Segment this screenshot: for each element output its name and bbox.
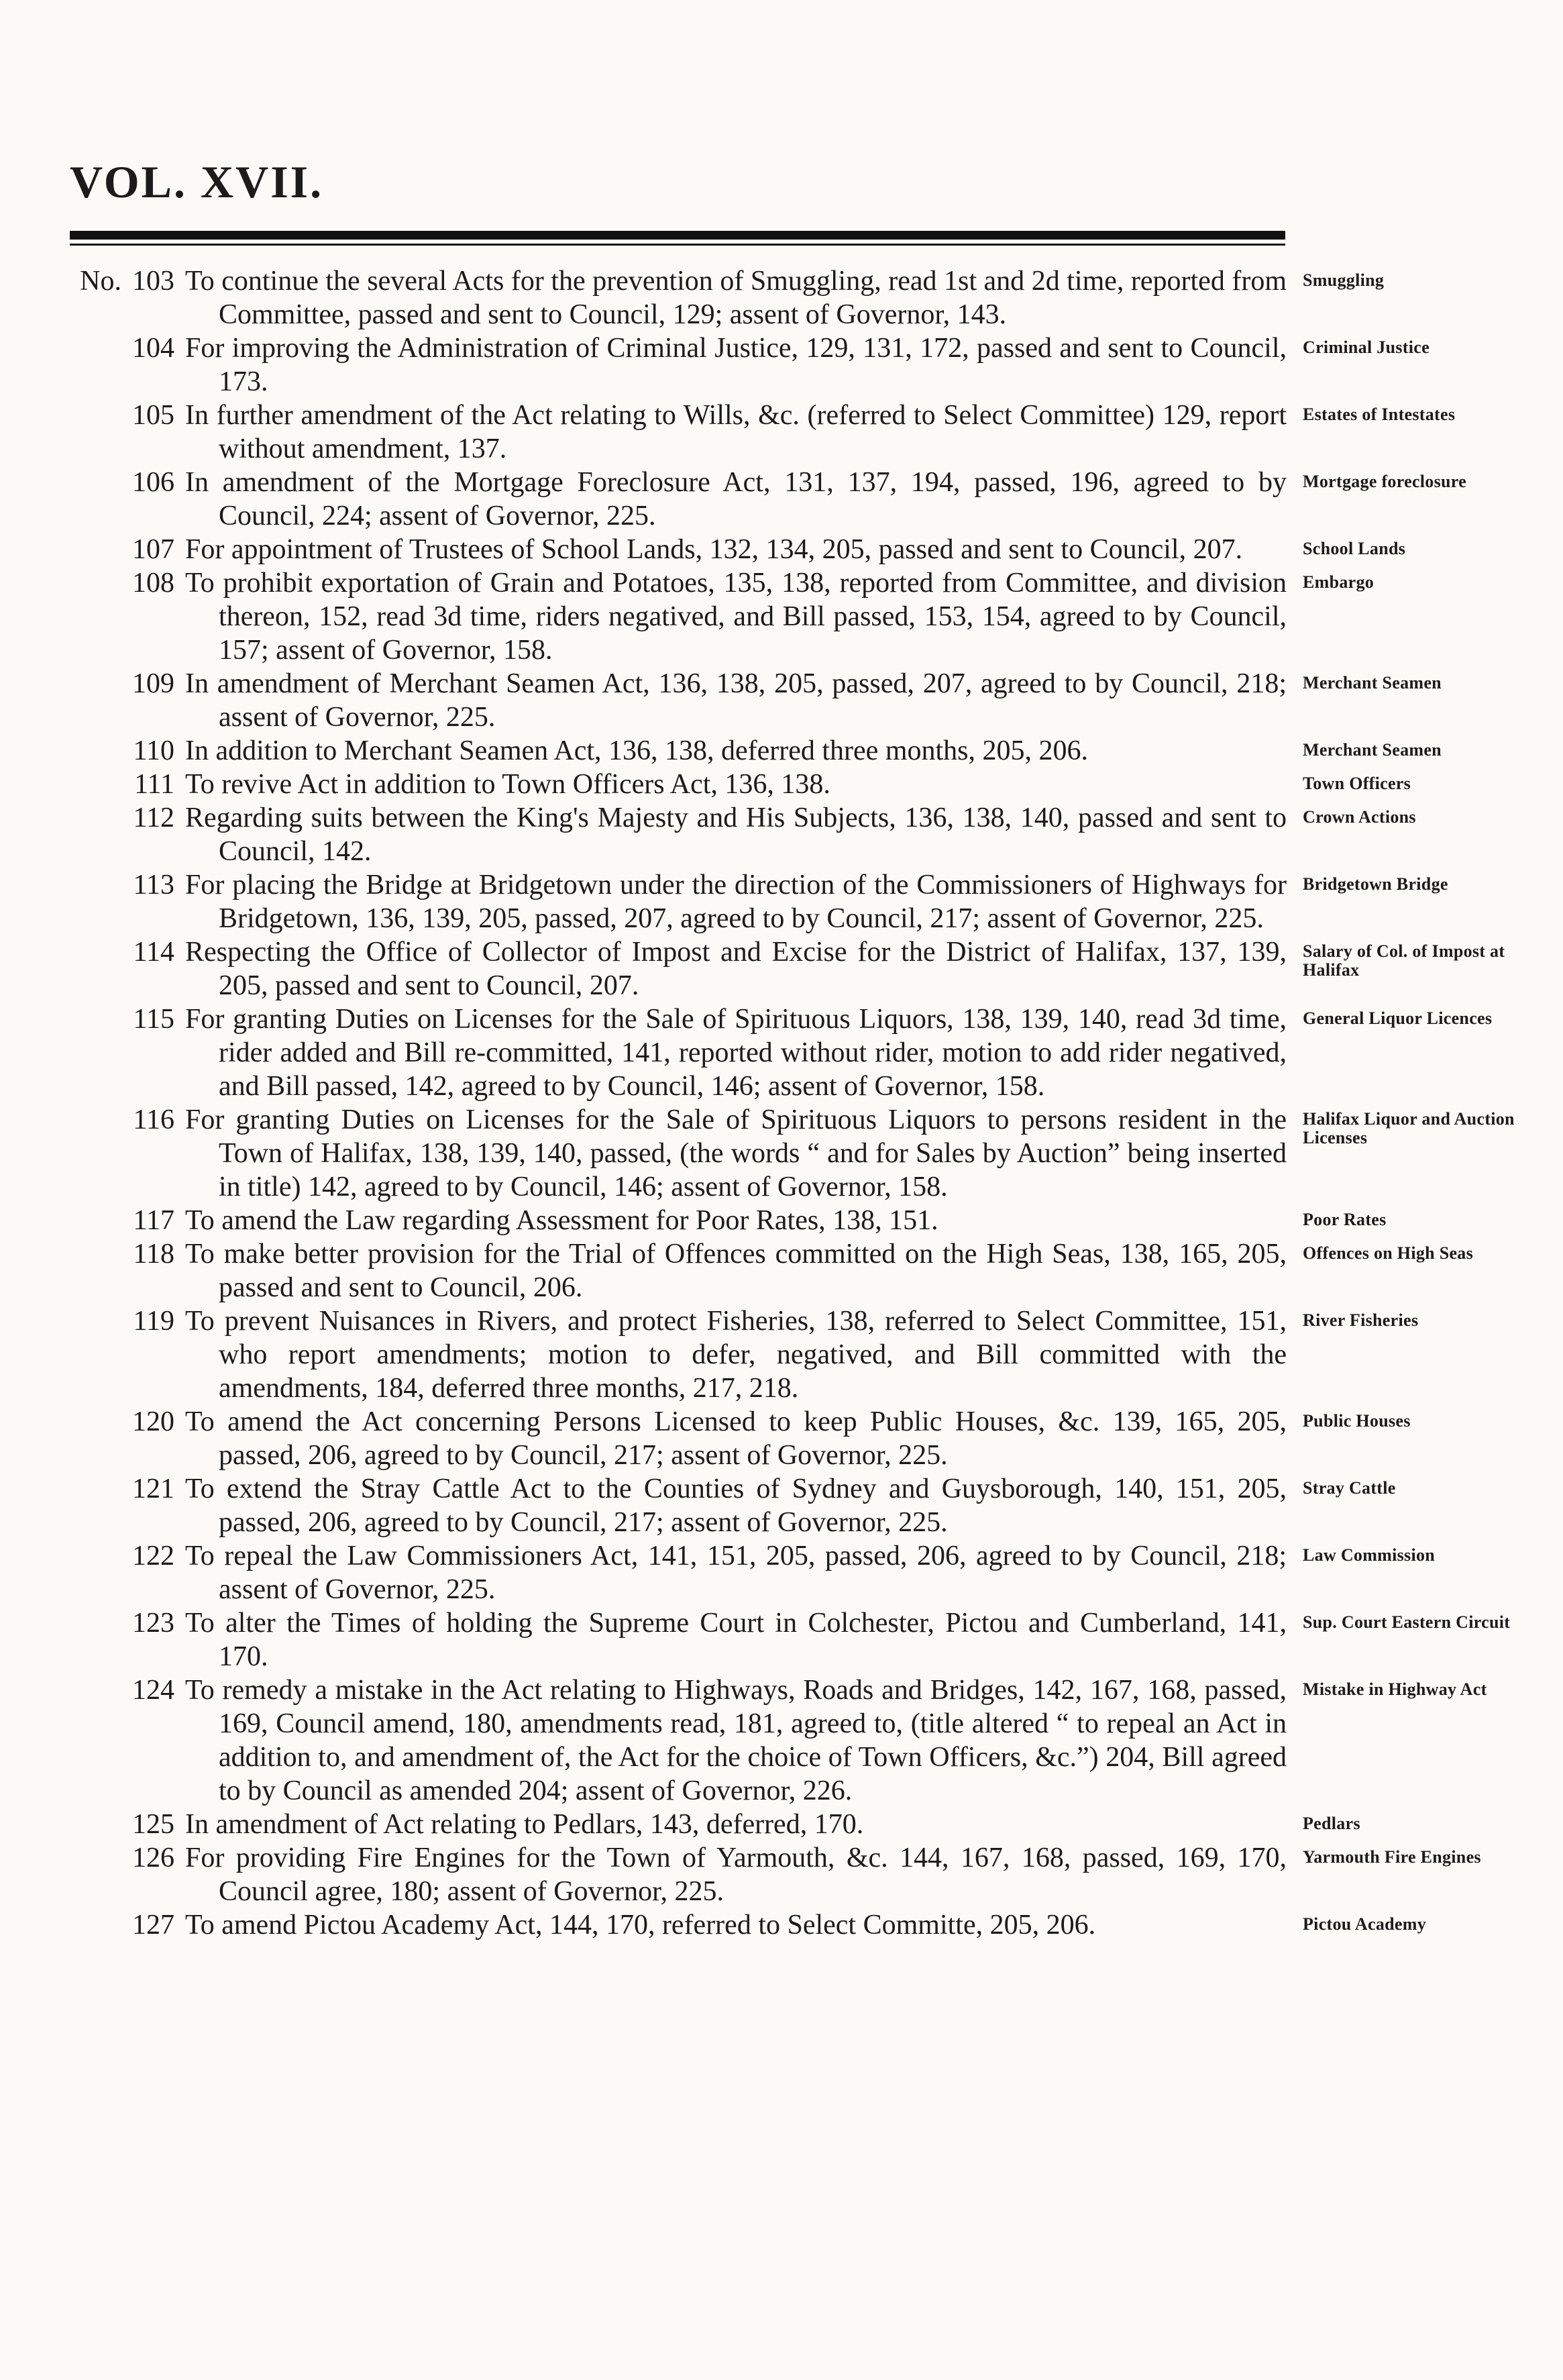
bill-entry: [0, 1841, 1563, 1908]
margin-note: River Fisheries: [1303, 1310, 1419, 1330]
bill-entry: [0, 1472, 1563, 1539]
bill-description: To prohibit exportation of Grain and Potatoes, 135, 138, reported from Committee, and division thereon, 152, read 3d time, riders negatived, and Bill passed, 153, 154, agreed to by Council, 157; assent of Governor, 158.: [185, 568, 1287, 666]
margin-note: Offences on High Seas: [1303, 1243, 1474, 1263]
bill-number-value: 114: [133, 937, 174, 968]
bill-description: For improving the Administration of Criminal Justice, 129, 131, 172, passed and sent to Council, 173.: [185, 333, 1287, 397]
bill-description: For granting Duties on Licenses for the Sale of Spirituous Liquors, 138, 139, 140, read 3d time, rider added and Bill re-committed, 141, reported without rider, motion to add rider negatived, and Bill passed, 142, agreed to by Council, 146; assent of Governor, 158.: [185, 1004, 1287, 1102]
bill-number: [0, 533, 185, 566]
bill-entry: [0, 1908, 1563, 1942]
bill-description: To amend the Law regarding Assessment for Poor Rates, 138, 151.: [185, 1205, 938, 1236]
bill-number: [0, 1539, 185, 1573]
bill-entry: [0, 667, 1563, 734]
bill-number-value: 119: [133, 1306, 174, 1337]
bill-description: In amendment of Act relating to Pedlars, 143, deferred, 170.: [185, 1809, 864, 1840]
margin-note: Pedlars: [1303, 1814, 1360, 1833]
bill-number: [0, 1908, 185, 1942]
bill-description: For granting Duties on Licenses for the Sale of Spirituous Liquors to persons resident in the Town of Halifax, 138, 139, 140, passed, (the words “ and for Sales by Auction” being inserted in title) 142, agreed to by Council, 146; assent of Governor, 158.: [185, 1104, 1287, 1202]
bill-number: [0, 1304, 185, 1338]
margin-note: Salary of Col. of Impost at Halifax: [1303, 941, 1505, 980]
bill-number-value: 108: [132, 568, 174, 599]
margin-note: Pictou Academy: [1303, 1914, 1427, 1934]
bill-number: [0, 1002, 185, 1036]
bill-entry: [0, 1808, 1563, 1841]
bill-number: [0, 1472, 185, 1506]
margin-note: Sup. Court Eastern Circuit: [1303, 1612, 1511, 1632]
bill-description: To repeal the Law Commissioners Act, 141, 151, 205, passed, 206, agreed to by Council, 218; assent of Governor, 225.: [185, 1541, 1287, 1605]
bill-description: Respecting the Office of Collector of Impost and Excise for the District of Halifax, 137, 139, 205, passed and sent to Council, 207.: [185, 937, 1287, 1001]
margin-note: Estates of Intestates: [1303, 405, 1456, 424]
margin-note: Crown Actions: [1303, 807, 1416, 827]
margin-note: Stray Cattle: [1303, 1478, 1396, 1498]
bill-number: [0, 1808, 185, 1841]
bill-number-value: 112: [133, 803, 174, 833]
margin-note: Yarmouth Fire Engines: [1303, 1847, 1481, 1867]
bill-number-value: 115: [133, 1004, 174, 1035]
bill-description: In addition to Merchant Seamen Act, 136, 138, deferred three months, 205, 206.: [185, 735, 1089, 766]
bill-description: In further amendment of the Act relating to Wills, &c. (referred to Select Committee) 129, report without amendment, 137.: [185, 400, 1287, 464]
margin-note: General Liquor Licences: [1303, 1008, 1493, 1028]
bill-description: To alter the Times of holding the Supreme Court in Colchester, Pictou and Cumberland, 141, 170.: [185, 1608, 1287, 1672]
margin-note: Town Officers: [1303, 774, 1411, 793]
bill-description: For appointment of Trustees of School Lands, 132, 134, 205, passed and sent to Council, 207.: [185, 534, 1243, 565]
bill-entry: [0, 566, 1563, 667]
bill-number-value: 126: [132, 1843, 174, 1873]
bill-description: To remedy a mistake in the Act relating to Highways, Roads and Bridges, 142, 167, 168, passed, 169, Council amend, 180, amendments read, 181, agreed to, (title altered “ to repeal an Act in addition to, and amendment of, the Act for the choice of Town Officers, &c.”) 204, Bill agreed to by Council as amended 204; assent of Governor, 226.: [185, 1675, 1287, 1806]
bill-number: [0, 399, 185, 432]
header-rule-thin: [70, 244, 1285, 246]
bill-number-value: 110: [133, 735, 174, 766]
bill-number-value: 113: [133, 870, 174, 900]
bill-description: To continue the several Acts for the prevention of Smuggling, read 1st and 2d time, reported from Committee, passed and sent to Council, 129; assent of Governor, 143.: [185, 266, 1287, 330]
bill-description: To extend the Stray Cattle Act to the Counties of Sydney and Guysborough, 140, 151, 205, passed, 206, agreed to by Council, 217; assent of Governor, 225.: [185, 1473, 1287, 1538]
bill-number: [0, 1103, 185, 1137]
margin-note: Public Houses: [1303, 1411, 1411, 1431]
bill-entry: [0, 1002, 1563, 1103]
margin-note: Law Commission: [1303, 1545, 1436, 1565]
bill-number: [0, 1606, 185, 1640]
bill-number: [0, 1204, 185, 1237]
margin-note: Mistake in Highway Act: [1303, 1679, 1487, 1699]
bill-entry: [0, 331, 1563, 399]
bill-number-value: 127: [132, 1910, 174, 1941]
margin-note: Halifax Liquor and Auction Licenses: [1303, 1109, 1515, 1147]
bill-number: [0, 264, 185, 298]
bill-entry: [0, 264, 1563, 331]
bill-number-value: 105: [132, 400, 174, 431]
bill-description: To prevent Nuisances in Rivers, and protect Fisheries, 138, referred to Select Committee, 151, who report amendments; motion to defer, negatived, and Bill committed with the amendments, 184, deferred three months, 217, 218.: [185, 1306, 1287, 1404]
bill-description: In amendment of Merchant Seamen Act, 136, 138, 205, passed, 207, agreed to by Council, 218; assent of Governor, 225.: [185, 668, 1287, 733]
bill-number-value: 122: [132, 1541, 174, 1571]
bill-description: To amend Pictou Academy Act, 144, 170, referred to Select Committe, 205, 206.: [185, 1910, 1096, 1941]
bill-number: [0, 868, 185, 902]
number-label: No.: [80, 266, 121, 297]
bill-description: For providing Fire Engines for the Town of Yarmouth, &c. 144, 167, 168, passed, 169, 170, Council agree, 180; assent of Governor, 225.: [185, 1843, 1287, 1907]
margin-note: Bridgetown Bridge: [1303, 874, 1448, 894]
margin-note: Merchant Seamen: [1303, 740, 1442, 760]
bill-entry: [0, 1673, 1563, 1808]
bill-entry: [0, 801, 1563, 868]
bill-number: [0, 331, 185, 365]
bill-entry: [0, 1103, 1563, 1204]
bill-number-value: 123: [132, 1608, 174, 1639]
bill-entry: [0, 1606, 1563, 1673]
bill-number-value: 121: [132, 1473, 174, 1504]
bill-entry: [0, 768, 1563, 801]
margin-note: Mortgage foreclosure: [1303, 472, 1466, 491]
margin-note: Poor Rates: [1303, 1210, 1387, 1229]
bill-number-value: 109: [132, 668, 174, 699]
bill-number: [0, 667, 185, 701]
margin-note: Embargo: [1303, 572, 1375, 592]
bill-entry: [0, 1304, 1563, 1405]
volume-heading: VOL. XVII.: [70, 156, 324, 207]
bill-number: [0, 801, 185, 835]
bill-entries-list: [0, 264, 1563, 1942]
bill-number-value: 124: [132, 1675, 174, 1706]
margin-note: Criminal Justice: [1303, 338, 1430, 357]
margin-note: Smuggling: [1303, 270, 1385, 290]
bill-entry: [0, 533, 1563, 566]
margin-note: Merchant Seamen: [1303, 673, 1442, 692]
bill-number-value: 103: [132, 266, 174, 297]
bill-entry: [0, 466, 1563, 533]
bill-entry: [0, 868, 1563, 935]
bill-number: [0, 566, 185, 600]
bill-number-value: 118: [133, 1239, 174, 1270]
bill-number-value: 117: [133, 1205, 174, 1236]
header-rule-thick: [70, 231, 1285, 240]
bill-entry: [0, 1405, 1563, 1472]
bill-number-value: 106: [132, 467, 174, 498]
bill-entry: [0, 1539, 1563, 1606]
bill-entry: [0, 1237, 1563, 1304]
margin-note: School Lands: [1303, 539, 1406, 558]
bill-description: In amendment of the Mortgage Foreclosure Act, 131, 137, 194, passed, 196, agreed to by Council, 224; assent of Governor, 225.: [185, 467, 1287, 531]
bill-description: To amend the Act concerning Persons Licensed to keep Public Houses, &c. 139, 165, 205, passed, 206, agreed to by Council, 217; assent of Governor, 225.: [185, 1406, 1287, 1471]
bill-number-value: 107: [132, 534, 174, 565]
bill-number-value: 120: [132, 1406, 174, 1437]
bill-description: To make better provision for the Trial of Offences committed on the High Seas, 138, 165, 205, passed and sent to Council, 206.: [185, 1239, 1287, 1303]
bill-number: [0, 935, 185, 969]
bill-number: [0, 466, 185, 499]
bill-number-value: 125: [132, 1809, 174, 1840]
bill-entry: [0, 734, 1563, 768]
bill-entry: [0, 1204, 1563, 1237]
bill-description: For placing the Bridge at Bridgetown under the direction of the Commissioners of Highways for Bridgetown, 136, 139, 205, passed, 207, agreed to by Council, 217; assent of Governor, 225.: [185, 870, 1287, 934]
bill-number: [0, 1673, 185, 1707]
bill-number: [0, 1405, 185, 1439]
bill-description: Regarding suits between the King's Majesty and His Subjects, 136, 138, 140, passed and sent to Council, 142.: [185, 803, 1287, 867]
bill-number-value: 116: [133, 1104, 174, 1135]
bill-number: [0, 1237, 185, 1271]
bill-entry: [0, 399, 1563, 466]
bill-number: [0, 768, 185, 801]
bill-number-value: 111: [134, 769, 174, 800]
bill-entry: [0, 935, 1563, 1002]
bill-number: [0, 734, 185, 768]
bill-number: [0, 1841, 185, 1875]
bill-description: To revive Act in addition to Town Officers Act, 136, 138.: [185, 769, 830, 800]
bill-number-value: 104: [132, 333, 174, 364]
